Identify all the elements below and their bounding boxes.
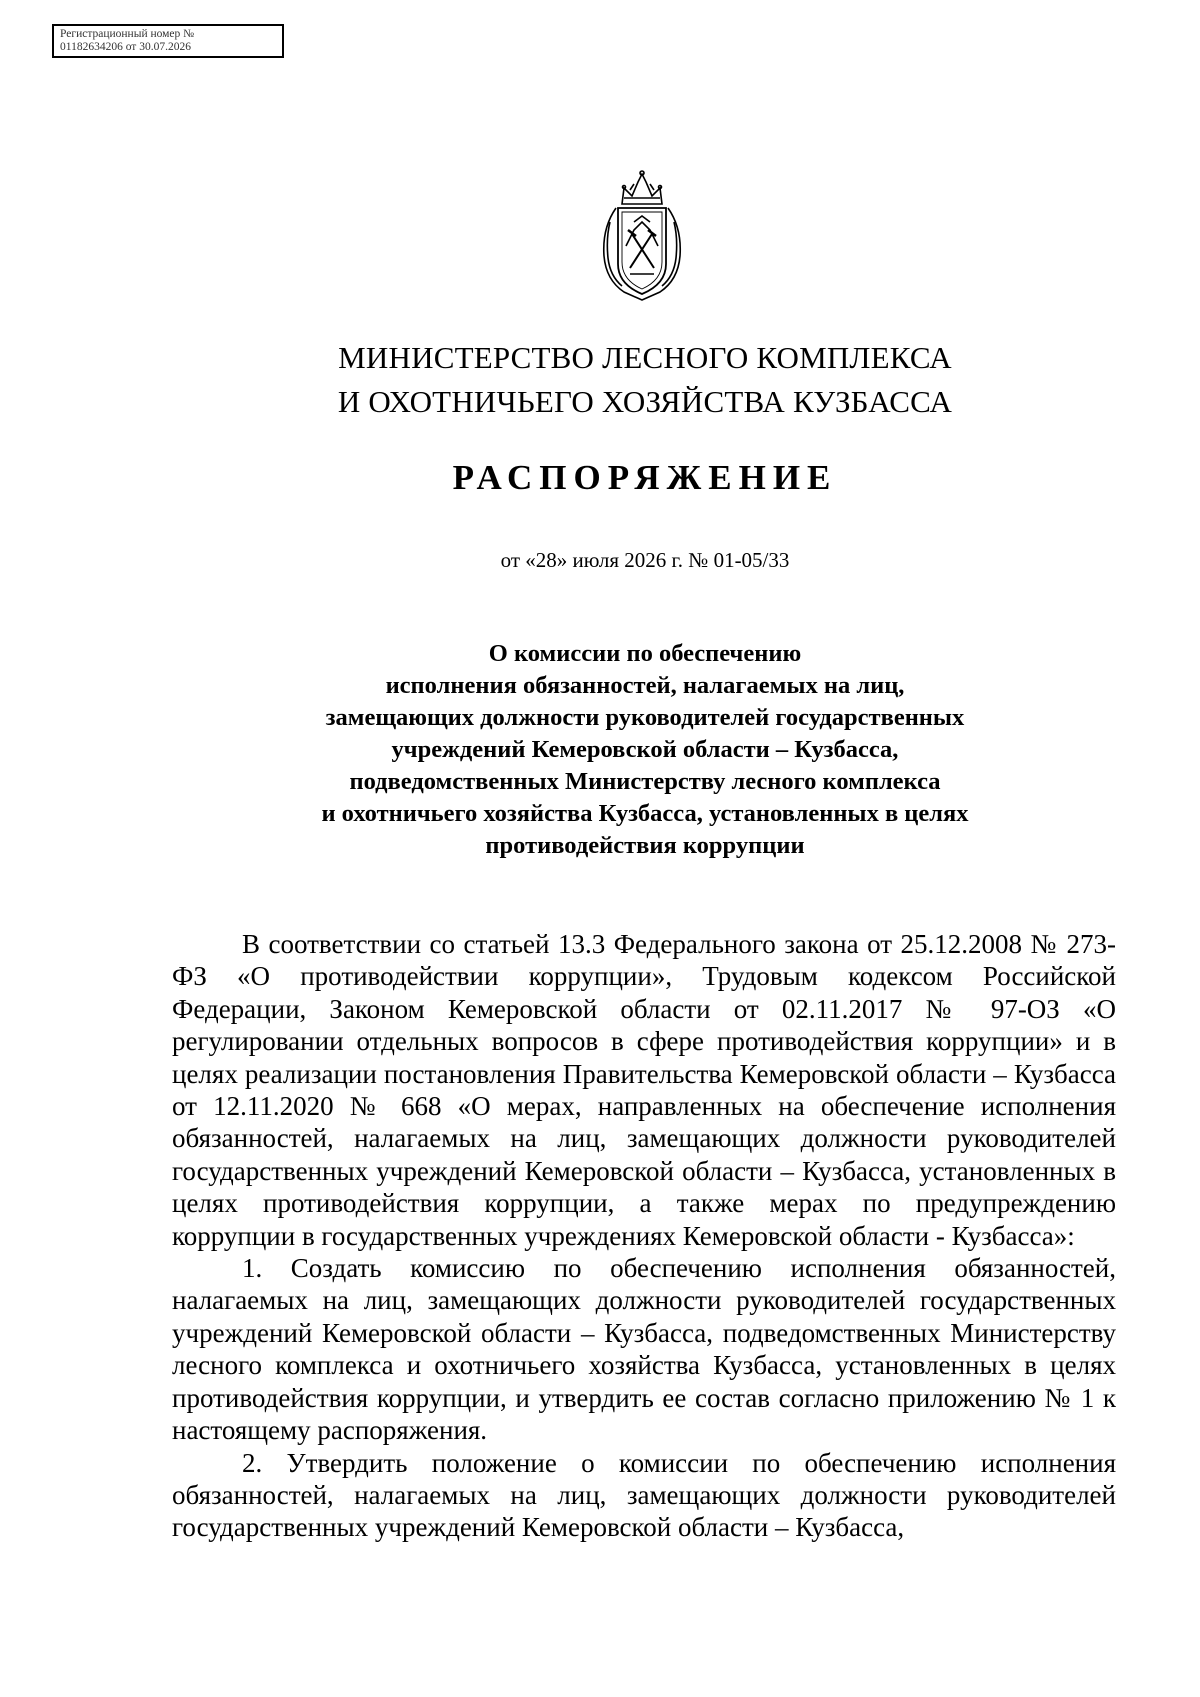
preamble-paragraph: В соответствии со статьей 13.3 Федерального закона от 25.12.2008 № 273-ФЗ «О противодействии коррупции», Трудовым кодексом Российской Федерации, Законом Кемеровской области от 02.11.2017 № 97-ОЗ «О регулировании отдельных вопросов в сфере противодействия коррупции» и в целях реализации постановления Правительства Кемеровской области – Кузбасса от 12.11.2020 № 668 «О мерах, направленных на обеспечение исполнения обязанностей, налагаемых на лиц, замещающих должности руководителей государственных учреждений Кемеровской области – Кузбасса, установленных в целях противодействия коррупции, а также мерах по предупреждению коррупции в государственных учреждениях Кемеровской области - Кузбасса»: (172, 929, 1116, 1251)
registration-number-value: 01182634206 от 30.07.2026 (60, 41, 191, 53)
subject-line: замещающих должности руководителей государственных (325, 704, 965, 731)
subject-line: учреждений Кемеровской области – Кузбасса, (391, 736, 899, 763)
document-date-number: от «28» июля 2026 г. № 01-05/33 (500, 548, 790, 572)
subject-line: исполнения обязанностей, налагаемых на лиц, (385, 672, 905, 699)
document-subject (0, 638, 1200, 862)
document-type-title: РАСПОРЯЖЕНИЕ (452, 458, 838, 497)
kuzbass-coat-of-arms-emblem (594, 168, 690, 304)
document-body (172, 928, 1116, 1544)
registration-stamp (52, 24, 284, 58)
subject-line: О комиссии по обеспечению (488, 640, 802, 667)
ministry-name-line-2: И ОХОТНИЧЬЕГО ХОЗЯЙСТВА КУЗБАССА (337, 384, 953, 419)
subject-line: подведомственных Министерству лесного комплекса (349, 768, 941, 795)
clause-2-paragraph: 2. Утвердить положение о комиссии по обеспечению исполнения обязанностей, налагаемых на лиц, замещающих должности руководителей государственных учреждений Кемеровской области – Кузбасса, (172, 1447, 1116, 1543)
ministry-name (0, 336, 1200, 424)
ministry-name-line-1: МИНИСТЕРСТВО ЛЕСНОГО КОМПЛЕКСА (338, 340, 952, 375)
subject-line: противодействия коррупции (485, 832, 805, 859)
registration-number-label: Регистрационный номер № (60, 28, 195, 40)
subject-line: и охотничьего хозяйства Кузбасса, установленных в целях (321, 800, 969, 827)
clause-1-paragraph: 1. Создать комиссию по обеспечению исполнения обязанностей, налагаемых на лиц, замещающих должности руководителей государственных учреждений Кемеровской области – Кузбасса, подведомственных Министерству лесного комплекса и охотничьего хозяйства Кузбасса, установленных в целях противодействия коррупции, и утвердить ее состав согласно приложению № 1 к настоящему распоряжения. (172, 1253, 1116, 1446)
